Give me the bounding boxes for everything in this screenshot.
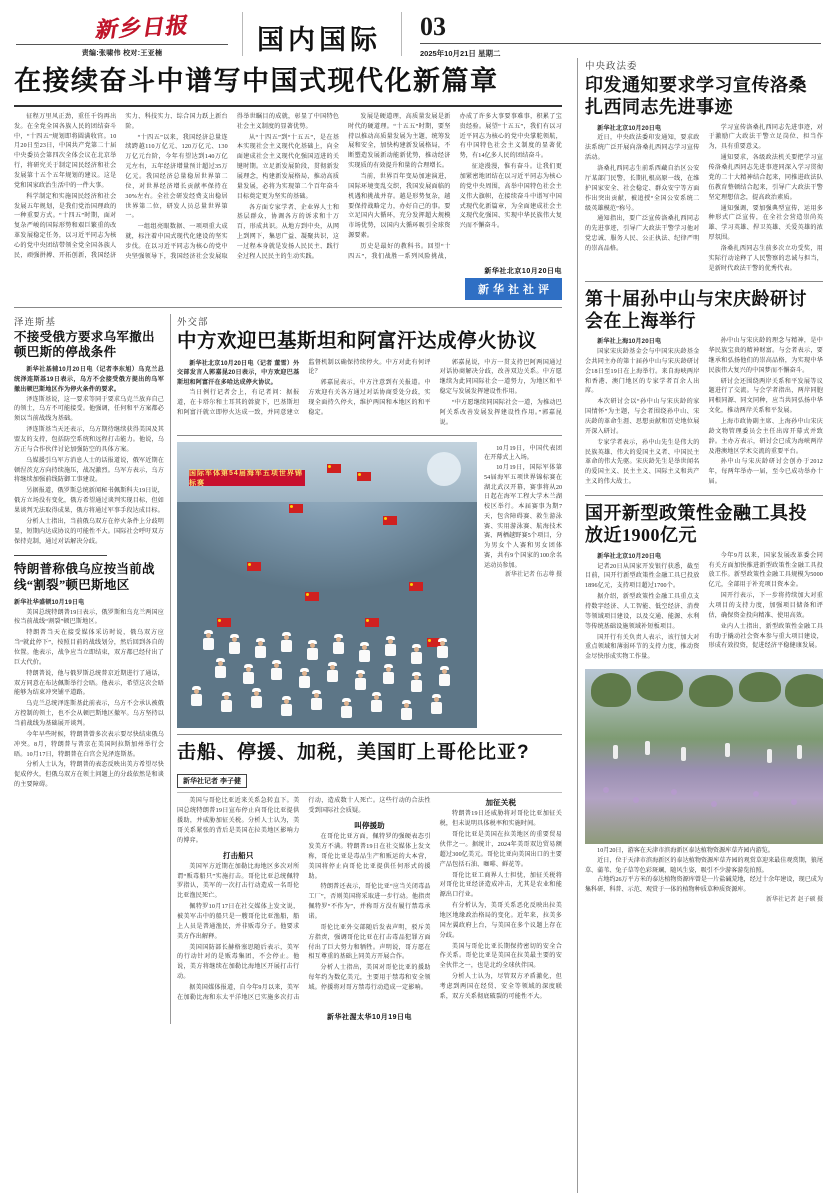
garden-photo-credit: 新华社记者 赵子硕 摄 — [765, 896, 823, 903]
fm-kicker: 外交部 — [177, 316, 209, 328]
sailor-figure — [437, 638, 448, 658]
lead-body-top — [14, 113, 562, 263]
paragraph: 洛桑扎西同志生前多次立功受奖，用实际行动诠释了人民警察的忠诚与担当，是新时代政法干警的优秀代表。 — [708, 245, 823, 272]
naval-photo-block — [177, 442, 562, 728]
trump-dateline: 新华社华盛顿10月19日电 — [14, 598, 85, 606]
visitor-figure — [767, 749, 772, 763]
paragraph: 美国与哥伦比亚近来关系急转直下。美国总统特朗普19日宣布停止向哥伦比亚提供援助，并威胁加征关税。分析人士认为，美哥关系紧张的背后是美国在拉美地区影响力的博弈。 — [177, 798, 300, 844]
flower-shape — [791, 799, 797, 805]
paragraph: 当前，世界百年变局加速演进，国际环境变乱交织，我国发展面临的机遇和挑战并存。越是形势复杂，越要保持战略定力，办好自己的事。要立足国内大循环，充分发挥超大规模市场优势，以国内大循环吸引全球资源要素。 — [348, 174, 451, 240]
sailor-figure — [251, 688, 262, 708]
paragraph: 今年9月以来，国家发展改革委会同有关方面加快推进新型政策性金融工具投放工作。新型政策性金融工具规模为5000亿元，全部用于补充项目资本金。 — [708, 552, 823, 589]
paragraph: 今年早些时候，特朗普曾多次表示要尽快结束俄乌冲突。8月，特朗普与普京在美国阿拉斯加州举行会晤。10月17日，特朗普在白宫会见泽连斯基。 — [14, 731, 165, 758]
paragraph: 专家学者表示，孙中山先生是伟大的民族英雄、伟大的爱国主义者、中国民主革命的伟大先驱。宋庆龄先生是举世闻名的爱国主义、民主主义、国际主义和共产主义的伟大战士。 — [584, 439, 700, 486]
tree-shape — [637, 671, 683, 701]
colombia-body — [177, 797, 562, 1003]
colombia-byline-row — [177, 770, 562, 788]
paragraph: 有分析认为，美哥关系恶化反映出拉美地区地缘政治格局的变化。近年来，拉美多国左翼政府上台，与美国在多个议题上存在分歧。 — [439, 903, 562, 939]
publication-date: 2025年10月21日 星期二 — [420, 49, 501, 58]
editor-credits: 责编:张啸伟 校对:王亚楠 — [81, 50, 163, 58]
paragraph: 乌克兰总统泽连斯基此前表示，乌方不会承认被俄方控制的领土，也不会从顿巴斯地区撤军。乌方坚持以当前战线为基础展开谈判。 — [14, 701, 165, 728]
colombia-headline: 击船、停援、加税，美国盯上哥伦比亚? — [177, 741, 530, 763]
visitor-figure — [725, 743, 730, 757]
masthead-brand — [16, 8, 228, 58]
paragraph: 哥伦比亚工商界人士担忧，加征关税将对哥伦比亚经济造成冲击，尤其是农业和能源出口行业。 — [439, 872, 562, 899]
tree-shape — [785, 674, 823, 707]
page-body — [0, 58, 837, 1193]
sailor-figure — [215, 658, 226, 678]
paragraph: 国开行表示，下一步将持续加大对重大项目的支持力度，加强项目储备和评估，确保资金投向精准、使用高效。 — [708, 593, 823, 619]
lower-left-vrule — [170, 314, 171, 1024]
masthead-page-info — [416, 8, 821, 59]
paragraph: 当日例行记者会上，有记者问：据报道，在卡塔尔和土耳其的斡旋下，巴基斯坦和阿富汗就立即停火达成一致，并同意建立监督机制以确保持续停火。中方对此有何评论？ — [177, 359, 431, 416]
flower-shape — [711, 801, 717, 807]
paragraph: 历史是最好的教科书。回望“十四五”，我们战胜一系列风险挑战，办成了许多大事要事难事，积累了宝贵经验。展望“十五五”，我们有以习近平同志为核心的党中央掌舵领航，有中国特色社会主义制度的显著优势，有14亿多人民的团结奋斗。 — [348, 113, 562, 260]
politics-kicker: 中央政法委 — [584, 61, 638, 72]
lead-article — [14, 66, 562, 300]
paragraph: 洛桑扎西同志生前系西藏自治区公安厅某部门民警，长期扎根高原一线，在维护国家安全、社会稳定、群众安宁等方面作出突出贡献，被追授“全国公安系统二级英雄模范”称号。 — [584, 166, 700, 212]
xinhua-commentary-badge: 新华社社评 — [465, 278, 562, 300]
flag-icon — [289, 504, 303, 513]
fm-headline: 中方欢迎巴基斯坦和阿富汗达成停火协议 — [177, 330, 538, 352]
flower-shape — [603, 787, 609, 793]
sailor-figure — [299, 668, 310, 688]
intl-wide-column — [177, 314, 562, 1024]
lead-rule — [14, 105, 562, 107]
lead-bottom-rule — [14, 307, 562, 308]
flag-icon — [247, 562, 261, 571]
paragraph: 泽连斯基说，这一要求等同于要求乌克兰放弃自己的领土，乌方不可能接受。他强调，任何和平方案都必须以当前战线为基础。 — [14, 396, 165, 423]
sailor-figure — [221, 692, 232, 712]
paragraph: 据介绍，新型政策性金融工具重点支持数字经济、人工智能、低空经济、消费等领域项目建设，以及交通、能源、水利等传统基础设施领域补短板项目。 — [584, 594, 700, 630]
flag-icon — [357, 472, 371, 481]
caption-line: 近日，位于天津市滨海新区的泰达植物资源库草卉园的观赏草迎来最佳观赏期，狼尾草、蒲苇、兔子草等色彩斑斓，随风生姿，吸引不少游客游览拍照。 — [584, 857, 823, 874]
paragraph: 国开行有关负责人表示，该行加大对重点领域和薄弱环节的支持力度，推动资金尽快形成实物工作量。 — [584, 634, 700, 661]
section-title: 国内国际 — [257, 25, 381, 55]
garden-photo-block — [585, 669, 823, 905]
paragraph: 特朗普当天在接受媒体采访时说，俄乌双方应当“就此停下”，按照目前的战线划分，然后回到各自的位置。他表示，战争应当立即结束，双方都已经付出了巨大代价。 — [14, 630, 165, 666]
colombia-article — [177, 741, 562, 1024]
politics-headline: 印发通知要求学习宣传洛桑扎西同志先进事迹 — [584, 75, 807, 118]
caption-line: 10月19日，中国代表团在开幕式上入场。 — [484, 445, 562, 462]
masthead-left-rule — [16, 44, 228, 45]
politics-dateline: 新华社北京10月20日电 — [597, 124, 662, 132]
paragraph: 近日，中央政法委印发通知，要求政法系统广泛开展向洛桑扎西同志学习宣传活动。 — [584, 135, 700, 162]
tree-shape — [591, 673, 631, 707]
naval-caption-col — [484, 442, 562, 728]
zelensky-body — [14, 365, 164, 548]
paragraph: 美国军方近期在加勒比海地区多次对所谓“贩毒船只”实施打击。哥伦比亚总统佩特罗指认，美军的一次打击行动造成一名哥伦比亚渔民死亡。 — [177, 863, 300, 900]
sailor-figure — [229, 634, 240, 654]
zelensky-headline: 不接受俄方要求乌军撤出顿巴斯的停战条件 — [14, 329, 155, 360]
naval-photo-credit: 新华社记者 伍志尊 摄 — [504, 572, 562, 579]
colombia-subhead-2: 叫停援助 — [354, 821, 385, 831]
paragraph: 通知强调，要加强典型宣传，运用多种形式广泛宣传，在全社会营造崇尚英雄、学习英雄、捍卫英雄、关爱英雄的浓厚氛围。 — [708, 205, 823, 242]
garden-photo — [585, 669, 823, 844]
sunyatsen-body — [585, 337, 823, 489]
paragraph: 另据报道，俄罗斯总统新闻秘书佩斯科夫19日说，俄方立场没有变化，俄方希望通过谈判实现目标，但如果谈判无法取得成果，俄方将通过军事手段达成目标。 — [14, 488, 165, 515]
sailor-figure — [281, 696, 292, 716]
colombia-footer-dateline: 新华社渥太华10月19日电 — [326, 1013, 413, 1021]
visitor-figure — [797, 745, 802, 759]
sailor-figure — [411, 644, 422, 664]
sailor-figure — [327, 662, 338, 682]
paragraph: 分析人士指出，当前俄乌双方在停火条件上分歧明显，短期内达成协议的可能性不大。国际社会呼吁双方保持克制，通过对话解决分歧。 — [14, 518, 165, 545]
colombia-footer-row — [177, 1006, 562, 1024]
paragraph: 郭嘉昆表示，中方注意到有关报道。中方欢迎有关各方通过对话协商妥处分歧，实现全面持久停火，维护两国和本地区的和平稳定。 — [308, 380, 431, 416]
paragraph: 孙中山与宋庆龄的理念与精神，是中华民族宝贵的精神财富。与会者表示，要继承和弘扬他们的崇高品格，为实现中华民族伟大复兴的中国梦而不懈奋斗。 — [708, 338, 823, 374]
sailor-figure — [341, 698, 352, 718]
event-logo — [427, 452, 461, 486]
zelensky-kicker: 泽连斯基 — [14, 316, 57, 328]
politics-body — [585, 124, 823, 275]
flower-shape — [753, 791, 759, 797]
fm-body — [177, 359, 562, 429]
sailor-figure — [371, 692, 382, 712]
caption-line: 占地约26万平方米的泰达植物资源库曾是一片盐碱荒地，经过十余年建设，现已成为集科研、科普、示范、观赏于一体的植物种质草种质资源库。 — [584, 877, 823, 894]
sailor-figure — [203, 630, 214, 650]
paragraph: 在哥伦比亚方面，佩特罗的强硬表态引发美方不满。特朗普19日在社交媒体上发文称，哥伦比亚是毒品生产和贩运的大本营，美国将停止向哥伦比亚提供任何形式的援助。 — [308, 834, 431, 880]
caption-line: 10月20日，游客在天津市滨海新区泰达植物资源库草卉园内游览。 — [597, 848, 774, 855]
newspaper-logo: 新乡日报 — [93, 12, 191, 43]
finance-article — [585, 502, 823, 663]
paragraph: 研讨会还围绕两岸关系和平发展等议题进行了交流。与会学者指出，两岸同胞同根同源、同文同种，应当共同弘扬中华文化，推动两岸关系和平发展。 — [708, 378, 823, 415]
paragraph: 乌媒援引乌军方消息人士的话报道说，俄军近期在顿涅茨克方向持续施压，战况激烈。乌军方表示，乌方将继续加强前线防御工事建设。 — [14, 457, 165, 484]
naval-ceremony-photo — [177, 442, 477, 728]
sailor-figure — [359, 642, 370, 662]
finance-body — [585, 552, 823, 663]
paragraph: 美国国防部长赫格塞思随后表示，美军的行动针对的是贩毒集团，不会停止。他说，美方将继续在加勒比海地区开展打击行动。 — [177, 944, 300, 981]
sailor-figure — [439, 666, 450, 686]
page-number: 03 — [420, 12, 446, 41]
paragraph: 特朗普说，他与俄罗斯总统普京近期进行了通话，双方同意在布达佩斯举行会晤。他表示，希望这次会晤能够为结束冲突铺平道路。 — [14, 670, 165, 697]
right-rule-1 — [585, 281, 823, 282]
paragraph: 美国总统特朗普19日表示，俄罗斯和乌克兰两国应按当前战线“割裂”顿巴斯地区。 — [14, 609, 165, 626]
paragraph: 一组组亮眼数据、一项项重大成就，标注着中国式现代化建设的坚实步伐。在以习近平同志为核心的党中央坚强领导下，我国经济社会发展取得举世瞩目的成就，彰显了中国特色社会主义制度的显著优势。 — [125, 113, 340, 260]
paragraph: 泽连斯基当天还表示，乌方期待继续获得美国及其盟友的支持，包括防空系统和远程打击能力。他说，乌方正与合作伙伴讨论加强防空的具体方案。 — [14, 427, 165, 453]
left-zone — [14, 58, 570, 1193]
intl-divider — [14, 555, 107, 556]
paragraph: 从“十四五”到“十五五”，是在基本实现社会主义现代化基础上，向全面建成社会主义现代化强国迈进的关键时期。立足新发展阶段，贯彻新发展理念，构建新发展格局，推动高质量发展，必将为实现第二个百年奋斗目标奠定更为坚实的基础。 — [236, 134, 340, 200]
zelensky-article — [14, 314, 164, 549]
paragraph: 科学制定和实施国民经济和社会发展五年规划，是我们党治国理政的一种重要方式。“十四五”时期，面对复杂严峻的国际形势和艰巨繁重的改革发展稳定任务，以习近平同志为核心的党中央团结带领全党全国各族人民，顽强拼搏、开拓创新，我国经济实力、科技实力、综合国力跃上新台阶。 — [14, 113, 228, 259]
sailor-figure — [271, 660, 282, 680]
sailor-figure — [191, 686, 202, 706]
sailor-figure — [355, 670, 366, 690]
paragraph: 特朗普19日还威胁将对哥伦比亚加征关税，但未说明具体税率和实施时间。 — [439, 811, 562, 828]
sailor-figure — [401, 700, 412, 720]
paragraph: 各方面专家学者、企业界人士和基层群众，协调各方的诉求和十万百，形成共识。从地方到中央，从网上到网下，集思广益、凝聚共识，这一过程本身就是发扬人民民主、践行全过程人民民主的生动实践。 — [236, 204, 340, 260]
paragraph: 佩特罗10月17日在社交媒体上发文说，被美军击中的船只是一艘哥伦比亚渔船，船上人员是普通渔民，并非贩毒分子。他要求美方作出解释。 — [177, 904, 300, 940]
flag-icon — [409, 582, 423, 591]
sailor-figure — [255, 638, 266, 658]
paragraph: 征程万里风正劲，重任千钧再出发。在全党全国各族人民的团结奋斗中，“十四五”规划即将圆满收官。10月20日至23日，中国共产党第二十届中央委员会第四次全体会议在北京举行，将研究关于制定国民经济和社会发展第十五个五年规划的建议。这是党和国家政治生活中的一件大事。 — [14, 113, 117, 189]
zelensky-dateline: 新华社基辅10月20日电（记者李东旭）乌克兰总统泽连斯基19日表示，乌方不会接受俄方提出的乌军撤出顿巴斯地区作为停火条件的要求。 — [14, 366, 165, 393]
trump-body — [14, 598, 164, 792]
lead-dateline-row — [14, 266, 562, 276]
flag-icon — [217, 618, 231, 627]
visitor-figure — [681, 747, 686, 761]
visitor-figure — [645, 741, 650, 755]
paragraph: 特朗普还表示，哥伦比亚“应当关闭毒品工厂”，否则美国将采取进一步行动。他指责佩特罗“不作为”，并称哥方没有履行禁毒承诺。 — [308, 884, 431, 921]
colombia-byline-rule — [177, 792, 562, 793]
paragraph: 记者20日从国家开发银行获悉，截至目前，国开行新型政策性金融工具已投放1896亿元，支持项目超过1700个。 — [584, 563, 700, 590]
paragraph: 分析人士指出，美国对哥伦比亚的援助每年约为数亿美元，主要用于禁毒和安全领域。停援将对哥方禁毒行动造成一定影响。 — [308, 965, 431, 992]
flower-shape — [633, 797, 639, 803]
paragraph: 业内人士指出，新型政策性金融工具有助于撬动社会资本参与重大项目建设，形成有效投资，促进经济平稳健康发展。 — [708, 623, 823, 650]
tree-shape — [739, 672, 781, 702]
main-vertical-rule — [577, 58, 578, 1193]
paragraph: 征途漫漫，惟有奋斗。让我们更加紧密地团结在以习近平同志为核心的党中央周围，高举中国特色社会主义伟大旗帜，在接续奋斗中谱写中国式现代化新篇章，为全面建成社会主义现代化强国、实现中华民族伟大复兴而不懈奋斗。 — [459, 164, 562, 230]
paragraph: 美国与哥伦比亚长期保持密切的安全合作关系。哥伦比亚是美国在拉美最主要的安全伙伴之一，也是北约全球伙伴国。 — [439, 943, 562, 970]
flower-shape — [671, 789, 677, 795]
sunyatsen-article — [585, 288, 823, 490]
paragraph: 分析人士认为，特朗普的表态反映出美方希望尽快促成停火，但俄乌双方在领土问题上的分歧依然是和谈的主要障碍。 — [14, 762, 165, 789]
tree-shape — [689, 675, 733, 707]
paragraph: 据美国媒体报道，自今年9月以来，美军在加勒比海和东太平洋地区已实施多次打击行动，造成数十人死亡。这些行动的合法性受到国际社会质疑。 — [177, 798, 431, 1001]
sailor-figure — [383, 664, 394, 684]
paragraph: 哥伦比亚是美国在拉美地区的重要贸易伙伴之一。据统计，2024年美哥双边贸易额超过300亿美元。哥伦比亚向美国出口的主要产品包括石油、咖啡、鲜花等。 — [439, 832, 562, 868]
masthead-divider-2 — [401, 12, 402, 56]
colombia-byline: 新华社记者 李子健 — [177, 774, 247, 788]
colombia-subhead-1: 打击船只 — [222, 850, 254, 860]
paragraph: 发展是硬道理，高质量发展是新时代的硬道理。“十五五”时期，要坚持以推动高质量发展为主题，统筹发展和安全，加快构建新发展格局，不断塑造发展新动能新优势，推动经济实现质的有效提升和量的合理增长。 — [348, 113, 451, 170]
paragraph: 分析人士认为，尽管双方矛盾激化，但考虑到两国在经贸、安全等领域的深度联系，双方关系彻底破裂的可能性不大。 — [439, 974, 562, 1000]
sunyatsen-headline: 第十届孙中山与宋庆龄研讨会在上海举行 — [584, 288, 807, 331]
flag-icon — [305, 592, 319, 601]
paragraph: 上海市政协副主席、上海孙中山宋庆龄文物管理委员会主任出席开幕式并致辞。主办方表示，研讨会已成为海峡两岸及港澳地区学术交流的重要平台。 — [708, 419, 823, 455]
garden-caption — [585, 847, 823, 905]
paragraph: 学习宣传洛桑扎西同志先进事迹，对于激励广大政法干警立足岗位、担当作为，具有重要意义。 — [708, 124, 823, 151]
foreign-ministry-article — [177, 314, 562, 429]
paragraph: 通知指出，要广泛宣传洛桑扎西同志的先进事迹，引导广大政法干警学习他对党忠诚、服务人民、公正执法、纪律严明的崇高品格。 — [584, 216, 700, 252]
flag-icon — [365, 618, 379, 627]
event-banner: 国际军体第54届海军五项世界锦标赛 — [189, 470, 305, 486]
trump-article — [14, 562, 164, 792]
paragraph: “中方愿继续同国际社会一道，为推动巴阿关系改善发展发挥建设性作用。”郭嘉昆说。 — [439, 399, 562, 426]
finance-headline: 国开新型政策性金融工具投放近1900亿元 — [584, 503, 807, 546]
finance-dateline: 新华社北京10月20日电 — [597, 552, 662, 560]
fm-dateline: 新华社北京10月20日电（记者 董雪）外交部发言人郭嘉昆20日表示，中方欢迎巴基斯坦和阿富汗在多哈达成停火协议。 — [177, 359, 300, 387]
naval-bottom-rule — [177, 734, 562, 735]
flag-icon — [383, 516, 397, 525]
sailor-figure — [311, 690, 322, 710]
paragraph: 孙中山与宋庆龄研讨会创办于2012年，每两年举办一届，至今已成功举办十届。 — [708, 459, 823, 486]
lower-left-wrap — [14, 314, 562, 1024]
right-zone — [585, 58, 823, 1193]
lead-dateline: 新华社北京10月20日电 — [484, 267, 562, 275]
sailor-figure — [307, 640, 318, 660]
fm-bottom-rule — [177, 435, 562, 436]
paragraph: 郭嘉昆说，中方一贯支持巴阿两国通过对话协商解决分歧，改善双边关系。中方愿继续为此同国际社会一道努力，为地区和平稳定与发展发挥建设性作用。 — [439, 359, 562, 396]
intl-column — [14, 314, 164, 1024]
paragraph: 通知要求，各级政法机关要把学习宣传洛桑扎西同志先进事迹同深入学习贯彻党的二十大精神结合起来，同推进政法队伍教育整顿结合起来，引导广大政法干警坚定理想信念，提高政治素质。 — [708, 155, 823, 201]
sailor-figure — [333, 634, 344, 654]
visitor-figure — [613, 745, 618, 759]
paragraph: 哥伦比亚外交部随后发表声明，驳斥美方指责，强调哥伦比亚在打击毒品犯罪方面付出了巨大努力和牺牲。声明说，哥方愿在相互尊重的基础上同美方开展合作。 — [308, 924, 431, 961]
paragraph: “十四五”以来，我国经济总量连续跨越110万亿元、120万亿元、130万亿元台阶，今年有望达到140万亿元左右，五年经济增量预计超过35万亿元。我国经济总量稳居世界第二位，对世界经济增长贡献率保持在30%左右。全社会研发经费支出稳居世界第二位，研发人员总量世界第一。 — [125, 134, 228, 220]
flag-icon — [327, 464, 341, 473]
masthead-divider-1 — [242, 12, 243, 56]
paragraph: 本次研讨会以“孙中山与宋庆龄的家国情怀”为主题，与会者围绕孙中山、宋庆龄的革命生涯、思想贡献和历史地位展开深入研讨。 — [584, 399, 700, 435]
caption-line: 10月19日，国际军体第54届海军五项世界锦标赛在湖北武汉开幕，赛事将从20日起在海军工程大学木兰湖校区举行。本届赛事为期7天，包含障碍赛、救生游泳赛、实用游泳赛、航海技术赛、两栖越野赛5个项目，分为男女个人赛和男女团体赛，共有9个国家的100余名运动员参加。 — [484, 465, 562, 569]
naval-caption — [484, 445, 562, 581]
politics-article — [585, 58, 823, 275]
sailor-figure — [243, 664, 254, 684]
masthead — [0, 0, 837, 58]
sunyatsen-dateline: 新华社上海10月20日电 — [597, 338, 662, 346]
sailor-figure — [411, 672, 422, 692]
paragraph: 国家宋庆龄基金会与中国宋庆龄基金会共同主办的第十届孙中山与宋庆龄研讨会18日至19日在上海举行。来自海峡两岸和香港、澳门地区的专家学者百余人出席。 — [584, 349, 700, 395]
trump-headline: 特朗普称俄乌应按当前战线“割裂”顿巴斯地区 — [14, 562, 155, 593]
lead-badge-row — [14, 278, 562, 300]
lead-headline: 在接续奋斗中谱写中国式现代化新篇章 — [14, 66, 499, 96]
sailor-figure — [431, 694, 442, 714]
sailor-figure — [281, 632, 292, 652]
colombia-subhead-3: 加征关税 — [485, 798, 517, 808]
right-rule-2 — [585, 495, 823, 496]
sailor-figure — [385, 636, 396, 656]
